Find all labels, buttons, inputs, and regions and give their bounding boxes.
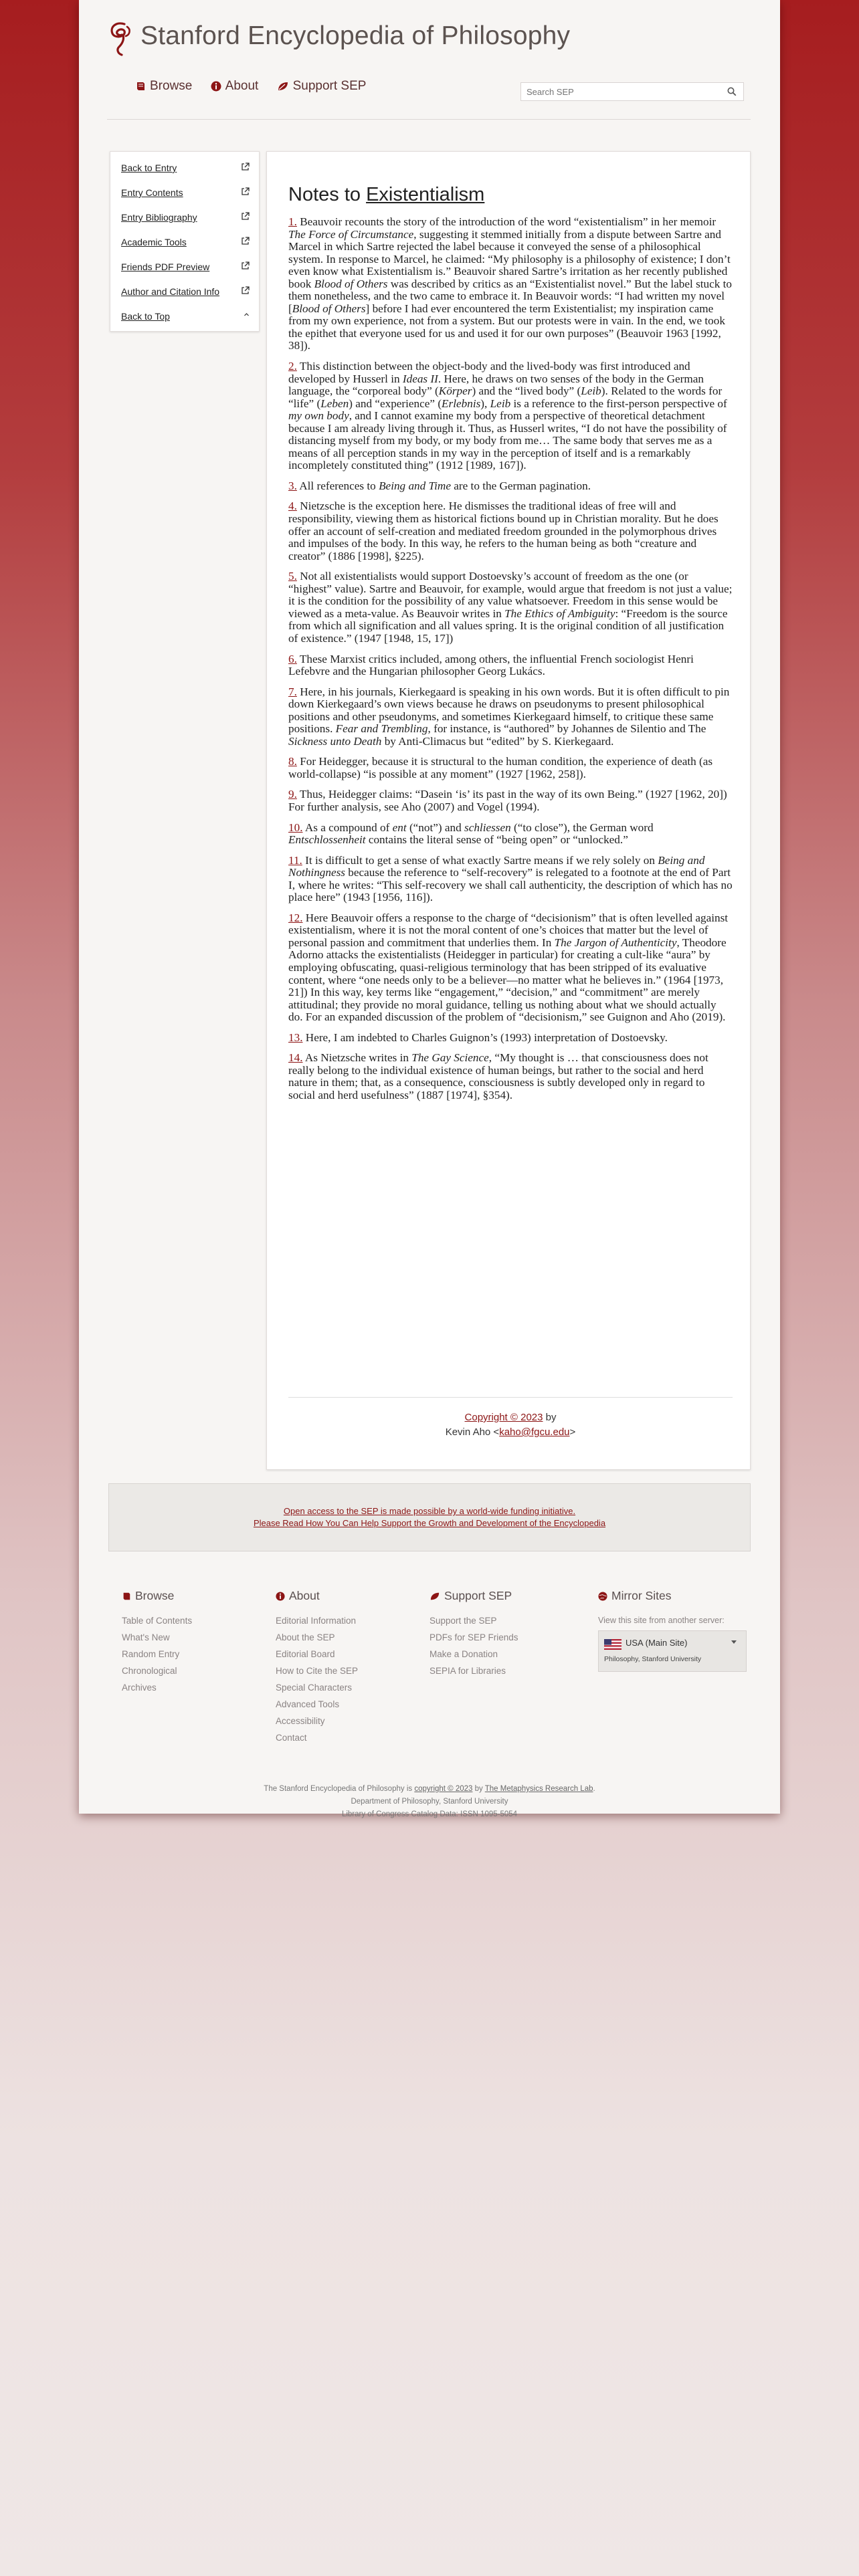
mirror-selected: USA (Main Site) bbox=[626, 1638, 688, 1648]
us-flag-icon bbox=[604, 1639, 622, 1650]
sidebar-item-label: Friends PDF Preview bbox=[121, 261, 210, 272]
footer-support-heading bbox=[430, 1589, 518, 1603]
nav-browse[interactable] bbox=[135, 79, 192, 94]
footer-browse-heading bbox=[122, 1589, 192, 1603]
issn-text: Library of Congress Catalog Data: ISSN 1095-5054 bbox=[341, 1810, 518, 1818]
footer-link-how-to-cite[interactable]: How to Cite the SEP bbox=[276, 1666, 359, 1676]
footer-link-random-entry[interactable]: Random Entry bbox=[122, 1649, 180, 1659]
notes-list bbox=[288, 216, 733, 1109]
site-title[interactable]: Stanford Encyclopedia of Philosophy bbox=[140, 21, 571, 50]
nav-browse-label: Browse bbox=[150, 79, 193, 93]
external-link-icon bbox=[241, 261, 250, 270]
footer-support bbox=[430, 1589, 518, 1679]
footer-link-pdfs-for-friends[interactable]: PDFs for SEP Friends bbox=[430, 1632, 518, 1642]
search-icon[interactable] bbox=[727, 87, 737, 96]
footer-link-contact[interactable]: Contact bbox=[276, 1733, 307, 1743]
department-text: Department of Philosophy, Stanford University bbox=[351, 1798, 508, 1806]
note-4: 4. Nietzsche is the exception here. He dismisses the traditional ideas of free will and responsibility, viewing them as historical fictions bound up in Christian morality. But he does offer an account of self-creation and mediated freedom grounded in the polymorphous drives and impulses of the body. In this way, he refers to the human being as both “creature and creator” (1886 [1998], §225). bbox=[288, 500, 719, 562]
footer-link-table-of-contents[interactable]: Table of Contents bbox=[122, 1616, 193, 1626]
mirror-subtitle: View this site from another server: bbox=[598, 1616, 725, 1625]
page-title bbox=[288, 184, 484, 206]
notes-divider bbox=[288, 1397, 733, 1398]
entry-sidebar bbox=[110, 151, 260, 332]
mirror-selected-sub: Philosophy, Stanford University bbox=[604, 1655, 702, 1663]
note-1: 1. Beauvoir recounts the story of the introduction of the word “existentialism” in her memoir The Force of Circumstance, suggesting it stemmed initially from a dispute between Sartre and Marcel in which Sartre rejected the label because it conveyed the sense of a philosophical system. In response to Marcel, he claimed: “My philosophy is a philosophy of existence; I don’t even know what Existentialism is.” Beauvoir shared Sartre’s irritation as her recently published book Blood of Others was described by critics as an “Existentialist novel.” But the label stuck to them nonetheless, and the two came to embrace it. In Beauvoir words: “I had written my novel [Blood of Others] before I had ever encountered the term Existentialist; my inspiration came from my own experience, not from a system. But our protests were in vain. In the end, we took the epithet that everyone used for us and used it for our own purposes” (Beauvoir 1963 [1992, 38]). bbox=[288, 215, 733, 352]
footer-support-title: Support SEP bbox=[444, 1589, 512, 1602]
note-7: 7. Here, in his journals, Kierkegaard is speaking in his own words. But it is often difficult to pin down Kierkegaard’s own views because he draws on pseudonyms to present philosophical positions and other pseudonyms, and sometimes Kierkegaard himself, to critique these same positions. Fear and Trembling, for instance, is “authored” by Johannes de Silentio and The Sickness unto Death by Anti-Climacus but “edited” by S. Kierkegaard. bbox=[288, 685, 730, 748]
sidebar-academic-tools[interactable] bbox=[121, 237, 250, 247]
support-growth-link[interactable]: Please Read How You Can Help Support the Growth and Development of the Encyclopedia bbox=[253, 1518, 606, 1528]
sidebar-entry-bibliography[interactable] bbox=[121, 212, 250, 223]
notes-panel bbox=[266, 151, 751, 1470]
nav-support[interactable] bbox=[277, 79, 367, 94]
note-number-11[interactable]: 11. bbox=[288, 853, 302, 867]
note-12: 12. Here Beauvoir offers a response to the charge of “decisionism” that is often levelled against existentialism, where it is not the moral content of one’s choices that matter but the level of personal passion and commitment that underlies them. In The Jargon of Authenticity, Theodore Adorno attacks the existentialists (Heidegger in particular) for creating a cult-like “aura” by employing obfuscating, quasi-religious terminology that has been stripped of its evaluative content, where “one needs only to be a believer—no matter what he believes in.” (1964 [1973, 21]) In this way, key terms like “engagement,” “decision,” and “commitment” are merely attitudinal; they provide no moral guidance, telling us nothing about what we should actually do. For an expanded discussion of the problem of “decisionism,” see Guignon and Aho (2019). bbox=[288, 911, 729, 1024]
search-input[interactable] bbox=[521, 83, 726, 100]
metaphysics-lab-link[interactable]: The Metaphysics Research Lab bbox=[484, 1785, 593, 1793]
external-link-icon bbox=[241, 286, 250, 295]
sep-logo[interactable] bbox=[104, 20, 135, 64]
footer-link-editorial-information[interactable]: Editorial Information bbox=[276, 1616, 357, 1626]
footer-link-special-characters[interactable]: Special Characters bbox=[276, 1683, 353, 1693]
footer-link-advanced-tools[interactable]: Advanced Tools bbox=[276, 1699, 340, 1709]
copyright-link[interactable]: Copyright © 2023 bbox=[464, 1412, 543, 1423]
note-2: 2. This distinction between the object-body and the lived-body was first introduced and developed by Husserl in Ideas II. Here, he draws on two senses of the body in the German language, the “corporeal body” (Körper) and the “lived body” (Leib). Related to the words for “life” (Leben) and “experience” (Erlebnis), Leib is a reference to the first-person perspective of my own body, and I cannot examine my body from a perspective of theoretical detachment because I am already living through it. Thus, as Husserl writes, “I do not have the possibility of distancing myself from my body, or my body from me… The same body that serves me as a means of all perception stands in my way in the perception of itself and is a remarkably incompletely constituted thing” (1912 [1989, 167]). bbox=[288, 360, 727, 472]
note-6: 6. These Marxist critics included, among others, the influential French sociologist Henri Lefebvre and the Hungarian philosopher Georg Lukács. bbox=[288, 652, 694, 678]
sidebar-friends-pdf-preview[interactable] bbox=[121, 261, 250, 272]
footer-link-about-the-sep[interactable]: About the SEP bbox=[276, 1632, 335, 1642]
footer-about-title: About bbox=[289, 1589, 320, 1602]
footer-link-sepia-libraries[interactable]: SEPIA for Libraries bbox=[430, 1666, 506, 1676]
sidebar-item-label: Author and Citation Info bbox=[121, 286, 220, 297]
author-name: Kevin Aho bbox=[445, 1426, 491, 1438]
caret-up-icon bbox=[244, 311, 250, 319]
top-nav bbox=[135, 79, 381, 96]
note-number-4[interactable]: 4. bbox=[288, 500, 297, 513]
mirror-site-select[interactable] bbox=[598, 1630, 747, 1672]
footer-link-chronological[interactable]: Chronological bbox=[122, 1666, 177, 1676]
book-icon bbox=[135, 81, 146, 92]
note-10: 10. As a compound of ent (“not”) and schliessen (“to close”), the German word Entschlossenheit contains the literal sense of “being open” or “unlocked.” bbox=[288, 821, 654, 847]
entry-title-link[interactable]: Existentialism bbox=[366, 184, 485, 205]
note-number-8[interactable]: 8. bbox=[288, 755, 297, 768]
page-container bbox=[79, 0, 780, 1818]
nav-support-label: Support SEP bbox=[292, 79, 367, 93]
sidebar-item-label: Back to Top bbox=[121, 311, 170, 322]
leaf-icon bbox=[277, 81, 289, 92]
note-number-13[interactable]: 13. bbox=[288, 1031, 303, 1044]
note-11: 11. It is difficult to get a sense of what exactly Sartre means if we rely solely on Being and Nothingness because the reference to “self-recovery” is relegated to a footnote at the end of Part I, where he writes: “This self-recovery we shall call authenticity, the description of which has no place here” (1943 [1956, 116]). bbox=[288, 853, 733, 904]
sidebar-item-label: Academic Tools bbox=[121, 237, 187, 247]
sidebar-back-to-top[interactable] bbox=[121, 311, 250, 322]
sidebar-item-label: Entry Bibliography bbox=[121, 212, 197, 223]
note-number-1[interactable]: 1. bbox=[288, 215, 297, 228]
note-number-3[interactable]: 3. bbox=[288, 479, 297, 492]
legal-text-pre: The Stanford Encyclopedia of Philosophy is bbox=[264, 1785, 415, 1793]
copyright-by: by bbox=[543, 1412, 557, 1423]
footer-browse-title: Browse bbox=[135, 1589, 175, 1602]
legal-footer bbox=[79, 1783, 780, 1821]
external-link-icon bbox=[241, 212, 250, 221]
sidebar-author-citation-info[interactable] bbox=[121, 286, 250, 297]
author-email-link[interactable]: kaho@fgcu.edu bbox=[499, 1426, 570, 1438]
note-number-5[interactable]: 5. bbox=[288, 570, 297, 583]
footer-link-support-the-sep[interactable]: Support the SEP bbox=[430, 1616, 497, 1626]
legal-text-post: . bbox=[593, 1785, 595, 1793]
note-13: 13. Here, I am indebted to Charles Guignon’s (1993) interpretation of Dostoevsky. bbox=[288, 1031, 668, 1044]
book-icon bbox=[122, 1592, 131, 1601]
legal-text-mid: by bbox=[472, 1785, 485, 1793]
copyright-block: Copyright © 2023 by Kevin Aho <kaho@fgcu.edu> bbox=[445, 1412, 576, 1438]
leaf-icon bbox=[430, 1592, 440, 1601]
footer-link-make-donation[interactable]: Make a Donation bbox=[430, 1649, 498, 1659]
nav-about-label: About bbox=[225, 79, 259, 93]
footer-link-whats-new[interactable]: What's New bbox=[122, 1632, 170, 1642]
external-link-icon bbox=[241, 163, 250, 171]
chevron-down-icon bbox=[731, 1640, 737, 1644]
footer-about-heading bbox=[276, 1589, 358, 1603]
funding-notice bbox=[108, 1483, 751, 1551]
note-number-7[interactable]: 7. bbox=[288, 685, 297, 698]
info-icon bbox=[211, 81, 221, 92]
footer-mirror-title: Mirror Sites bbox=[611, 1589, 672, 1602]
note-number-14[interactable]: 14. bbox=[288, 1051, 303, 1065]
info-icon bbox=[276, 1592, 285, 1601]
nav-about[interactable] bbox=[211, 79, 259, 94]
note-number-9[interactable]: 9. bbox=[288, 788, 297, 801]
search-box bbox=[520, 82, 744, 101]
globe-icon bbox=[598, 1592, 607, 1601]
sidebar-item-label: Entry Contents bbox=[121, 187, 183, 198]
note-number-10[interactable]: 10. bbox=[288, 821, 303, 834]
note-5: 5. Not all existentialists would support Dostoevsky’s account of freedom as the one (or “highest” value). Sartre and Beauvoir, for example, would argue that freedom is not just a value; it is the condition for the possibility of any value whatsoever. Freedom in this sense would be viewed as a meta-value. As Beauvoir writes in The Ethics of Ambiguity: “Freedom is the source from which all signification and all values spring. It is the original condition of all justification of existence.” (1947 [1948, 15, 17]) bbox=[288, 570, 733, 645]
header-divider bbox=[107, 119, 751, 120]
note-number-2[interactable]: 2. bbox=[288, 360, 297, 373]
footer-browse bbox=[122, 1589, 192, 1696]
sidebar-entry-contents[interactable] bbox=[121, 187, 250, 198]
note-3: 3. All references to Being and Time are to the German pagination. bbox=[288, 479, 591, 492]
footer-mirror-sites bbox=[598, 1589, 749, 1663]
external-link-icon bbox=[241, 187, 250, 196]
sidebar-back-to-entry[interactable] bbox=[121, 163, 250, 173]
footer-mirror-heading bbox=[598, 1589, 749, 1603]
footer-link-editorial-board[interactable]: Editorial Board bbox=[276, 1649, 335, 1659]
external-link-icon bbox=[241, 237, 250, 245]
footer-link-accessibility[interactable]: Accessibility bbox=[276, 1716, 325, 1726]
sidebar-item-label: Back to Entry bbox=[121, 163, 177, 173]
funding-initiative-link[interactable]: Open access to the SEP is made possible by a world-wide funding initiative. bbox=[283, 1506, 576, 1516]
sep-logo-icon bbox=[104, 20, 135, 60]
footer-link-archives[interactable]: Archives bbox=[122, 1683, 157, 1693]
legal-copyright-link[interactable]: copyright © 2023 bbox=[414, 1785, 473, 1793]
note-number-12[interactable]: 12. bbox=[288, 911, 303, 924]
note-9: 9. Thus, Heidegger claims: “Dasein ‘is’ its past in the way of its own Being.” (1927 [1962, 20]) For further analysis, see Aho (2007) and Vogel (1994). bbox=[288, 788, 727, 813]
note-8: 8. For Heidegger, because it is structural to the human condition, the experience of death (as world-collapse) “is possible at any moment” (1927 [1962, 258]). bbox=[288, 755, 713, 780]
note-14: 14. As Nietzsche writes in The Gay Science, “My thought is … that consciousness does not really belong to the individual existence of human beings, but rather to the social and herd nature in them; that, as a consequence, consciousness is subtly developed only in regard to social and herd usefulness” (1887 [1974], §354). bbox=[288, 1051, 708, 1101]
page-title-prefix: Notes to bbox=[288, 184, 367, 205]
footer-about bbox=[276, 1589, 358, 1746]
note-number-6[interactable]: 6. bbox=[288, 652, 297, 665]
